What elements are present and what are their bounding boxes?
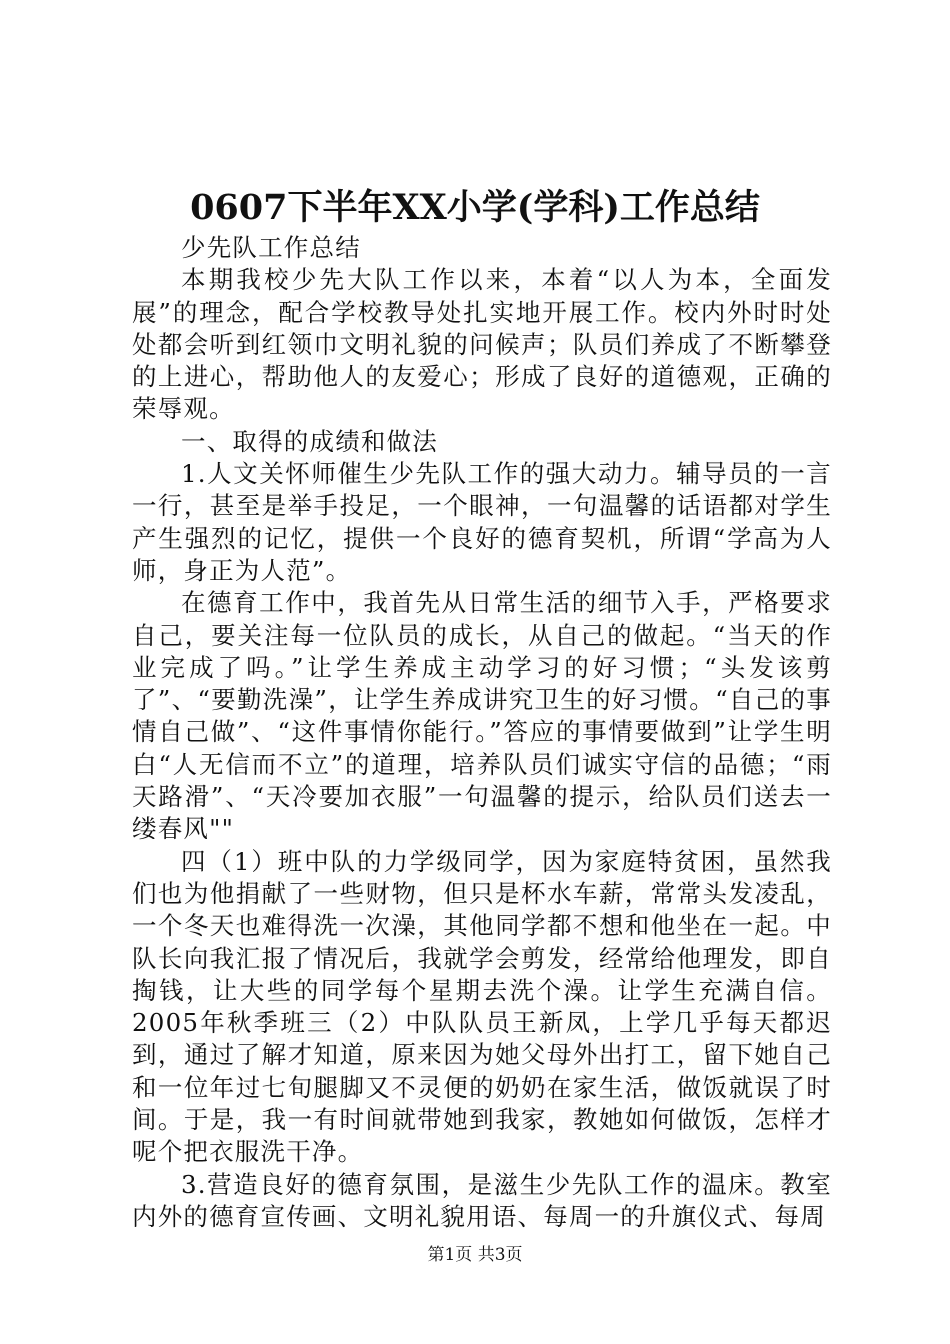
paragraph-point-3: 3.营造良好的德育氛围，是滋生少先队工作的温床。教室内外的德育宣传画、文明礼貌用语、每周一的升旗仪式、每周 xyxy=(132,1169,832,1231)
document-body xyxy=(132,232,832,1233)
page-footer: 第1页 共3页 xyxy=(427,1245,523,1265)
paragraph-daily-details: 在德育工作中，我首先从日常生活的细节入手，严格要求自己，要关注每一位队员的成长，从自己的做起。“当天的作业完成了吗。”让学生养成主动学习的好习惯；“头发该剪了”、“要勤洗澡”，让学生养成讲究卫生的好习惯。“自己的事情自己做”、“这件事情你能行。”答应的事情要做到”让学生明白“人无信而不立”的道理，培养队员们诚实守信的品德；“雨天路滑”、“天冷要加衣服”一句温馨的提示，给队员们送去一缕春风"" xyxy=(132,588,832,844)
document-title: 0607下半年XX小学(学科)工作总结 xyxy=(190,187,760,228)
paragraph-point-1: 1.人文关怀师催生少先队工作的强大动力。辅导员的一言一行，甚至是举手投足，一个眼神，一句温馨的话语都对学生产生强烈的记忆，提供一个良好的德育契机，所谓“学高为人师，身正为人范”。 xyxy=(132,459,832,585)
paragraph-subheading: 一、取得的成绩和做法 xyxy=(181,426,438,456)
paragraph-section-heading: 少先队工作总结 xyxy=(181,233,361,262)
paragraph-intro: 本期我校少先大队工作以来，本着“以人为本，全面发展”的理念，配合学校教导处扎实地开展工作。校内外时时处处都会听到红领巾文明礼貌的问候声；队员们养成了不断攀登的上进心，帮助他人的友爱心；形成了良好的道德观，正确的荣辱观。 xyxy=(132,265,832,424)
paragraph-class-story: 四（1）班中队的力学级同学，因为家庭特贫困，虽然我们也为他捐献了一些财物，但只是杯水车薪，常常头发凌乱，一个冬天也难得洗一次澡，其他同学都不想和他坐在一起。中队长向我汇报了情况后，我就学会剪发，经常给他理发，即自掏钱，让大些的同学每个星期去洗个澡。让学生充满自信。2005年秋季班三（2）中队队员王新凤，上学几乎每天都迟到，通过了解才知道，原来因为她父母外出打工，留下她自己和一位年过七旬腿脚又不灵便的奶奶在家生活，做饭就误了时间。于是，我一有时间就带她到我家，教她如何做饭，怎样才呢个把衣服洗干净。 xyxy=(132,846,832,1167)
